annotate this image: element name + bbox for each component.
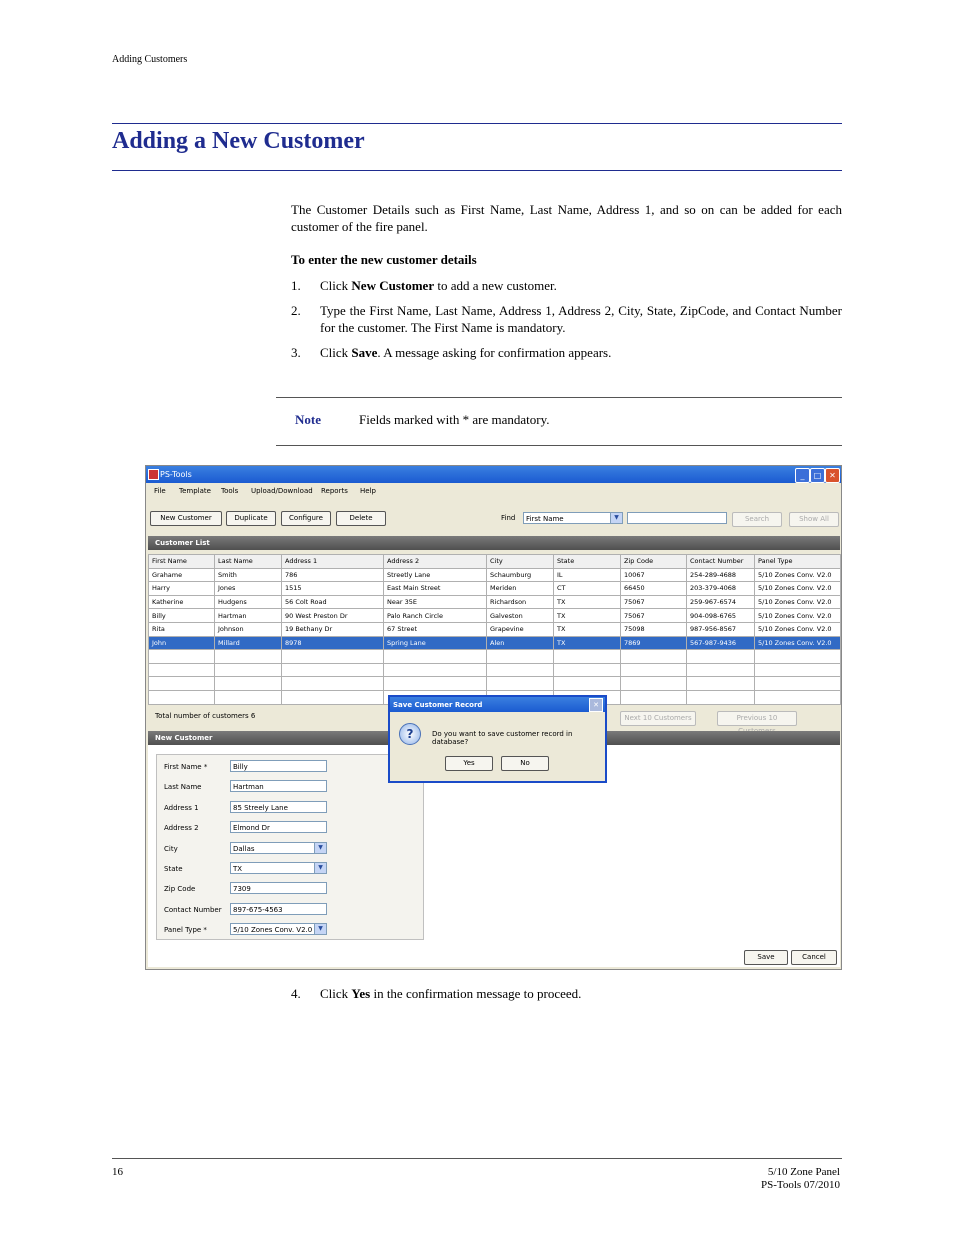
table-cell: Alen (487, 636, 554, 650)
form-label: State (164, 865, 183, 873)
table-cell: 987-956-8567 (687, 622, 755, 636)
yes-button[interactable]: Yes (445, 756, 493, 771)
question-icon: ? (399, 723, 421, 745)
form-value: Elmond Dr (233, 824, 270, 833)
table-cell (755, 650, 841, 664)
table-cell: 5/10 Zones Conv. V2.0 (755, 568, 841, 582)
table-cell: IL (554, 568, 621, 582)
table-cell: 8978 (282, 636, 384, 650)
form-input[interactable] (230, 801, 327, 813)
form-label: Address 2 (164, 824, 199, 833)
form-select[interactable] (230, 842, 327, 854)
duplicate-button[interactable]: Duplicate (226, 511, 276, 526)
table-cell (149, 677, 215, 691)
table-cell (621, 663, 687, 677)
form-value: Billy (233, 763, 248, 771)
save-button[interactable]: Save (744, 950, 788, 965)
table-cell: 567-987-9436 (687, 636, 755, 650)
table-row[interactable] (149, 609, 841, 623)
footer-product-name: 5/10 Zone Panel (767, 1166, 840, 1178)
table-cell (487, 677, 554, 691)
column-header[interactable]: Address 1 (282, 555, 384, 569)
table-cell: 1515 (282, 582, 384, 596)
column-header[interactable]: City (487, 555, 554, 569)
table-cell: 254-289-4688 (687, 568, 755, 582)
table-cell (687, 690, 755, 704)
table-cell: 259-967-6574 (687, 595, 755, 609)
chevron-down-icon[interactable]: ▼ (610, 513, 622, 523)
table-cell (687, 663, 755, 677)
table-cell: 90 West Preston Dr (282, 609, 384, 623)
table-cell (755, 690, 841, 704)
table-cell: 5/10 Zones Conv. V2.0 (755, 622, 841, 636)
customer-table (148, 554, 841, 705)
step-1 (291, 277, 842, 294)
table-cell: Galveston (487, 609, 554, 623)
table-cell: 67 Street (384, 622, 487, 636)
step-text: Click Save. A message asking for confirmation appears. (320, 345, 612, 360)
table-cell: John (149, 636, 215, 650)
column-header[interactable]: First Name (149, 555, 215, 569)
table-cell: Grapevine (487, 622, 554, 636)
footer-rule (112, 1158, 842, 1159)
table-cell (215, 650, 282, 664)
table-cell (384, 663, 487, 677)
show-all-button[interactable]: Show All (789, 512, 839, 527)
table-cell: East Main Street (384, 582, 487, 596)
empty-table-row[interactable] (149, 677, 841, 691)
table-row[interactable] (149, 568, 841, 582)
table-row[interactable] (149, 595, 841, 609)
table-cell: Spring Lane (384, 636, 487, 650)
close-icon[interactable]: ✕ (825, 468, 840, 483)
footer-product (761, 1166, 840, 1192)
next-10-customers-button[interactable]: Next 10 Customers (620, 711, 696, 726)
menu-help[interactable]: Help (360, 487, 376, 495)
table-cell: Jones (215, 582, 282, 596)
column-header[interactable]: Panel Type (755, 555, 841, 569)
table-cell: Richardson (487, 595, 554, 609)
form-label: Panel Type * (164, 926, 207, 935)
menu-template[interactable]: Template (179, 487, 211, 495)
table-cell: 75067 (621, 609, 687, 623)
find-field-select[interactable]: First Name ▼ (523, 512, 623, 524)
note-label: Note (295, 412, 321, 427)
table-cell (621, 677, 687, 691)
table-cell (554, 650, 621, 664)
maximize-icon[interactable]: □ (810, 468, 825, 483)
table-cell: Hudgens (215, 595, 282, 609)
save-confirmation-dialog (388, 695, 607, 783)
dialog-message: Do you want to save customer record in database? (432, 730, 573, 746)
table-cell: TX (554, 636, 621, 650)
table-header-row (149, 555, 841, 569)
table-cell (282, 663, 384, 677)
app-icon (148, 469, 159, 480)
form-label: Contact Number (164, 905, 222, 914)
chevron-down-icon[interactable]: ▼ (314, 843, 326, 853)
form-input[interactable] (230, 903, 327, 915)
table-cell (384, 677, 487, 691)
form-value: TX (233, 865, 243, 873)
page-number: 16 (112, 1166, 123, 1178)
table-cell (149, 650, 215, 664)
table-row[interactable] (149, 636, 841, 650)
step-text: Click Yes in the confirmation message to proceed. (320, 986, 582, 1001)
table-cell: 5/10 Zones Conv. V2.0 (755, 582, 841, 596)
table-cell (384, 650, 487, 664)
table-cell (621, 690, 687, 704)
table-cell: CT (554, 582, 621, 596)
no-button[interactable]: No (501, 756, 549, 771)
table-cell (487, 650, 554, 664)
step-3 (291, 344, 842, 361)
new-customer-button[interactable]: New Customer (150, 511, 222, 526)
form-label: Last Name (164, 783, 202, 792)
empty-table-row[interactable] (149, 663, 841, 677)
table-cell: Grahame (149, 568, 215, 582)
column-header[interactable]: Last Name (215, 555, 282, 569)
table-row[interactable] (149, 622, 841, 636)
title-rule-top (112, 123, 842, 124)
table-cell: Palo Ranch Circle (384, 609, 487, 623)
intro-paragraph: The Customer Details such as First Name, Last Name, Address 1, and so on can be added for each customer of the fire panel. (291, 202, 842, 234)
table-cell: Harry (149, 582, 215, 596)
table-cell (487, 663, 554, 677)
previous-10-customers-button[interactable]: Previous 10 (717, 711, 797, 726)
table-cell (282, 690, 384, 704)
search-button[interactable]: Search (732, 512, 782, 527)
table-row[interactable] (149, 582, 841, 596)
menu-reports[interactable]: Reports (321, 487, 348, 495)
find-label: Find (501, 514, 516, 522)
table-cell: 203-379-4068 (687, 582, 755, 596)
table-cell: Millard (215, 636, 282, 650)
step-2 (291, 302, 842, 336)
running-header: Adding Customers (112, 54, 188, 65)
table-cell: Schaumburg (487, 568, 554, 582)
table-cell: 5/10 Zones Conv. V2.0 (755, 595, 841, 609)
form-input[interactable] (230, 760, 327, 772)
form-value: 5/10 Zones Conv. V2.0 (233, 926, 313, 935)
table-cell (215, 690, 282, 704)
note-rule-bottom (276, 445, 842, 446)
form-select[interactable] (230, 862, 327, 874)
table-cell: TX (554, 595, 621, 609)
table-cell: Johnson (215, 622, 282, 636)
table-cell (149, 663, 215, 677)
column-header[interactable]: Address 2 (384, 555, 487, 569)
empty-table-row[interactable] (149, 650, 841, 664)
column-header[interactable]: Contact Number (687, 555, 755, 569)
new-customer-header: New Customer (148, 731, 840, 745)
form-select[interactable] (230, 923, 327, 935)
table-cell: 10067 (621, 568, 687, 582)
menu-file[interactable]: File (154, 487, 166, 495)
table-cell (755, 677, 841, 691)
step-number: 1. (291, 278, 301, 293)
delete-button[interactable]: Delete (336, 511, 386, 526)
table-cell (687, 677, 755, 691)
total-customers-label: Total number of customers 6 (155, 712, 256, 720)
step-text: Click New Customer to add a new customer. (320, 278, 557, 293)
find-input[interactable] (627, 512, 727, 524)
window-titlebar (146, 466, 841, 483)
table-cell: Katherine (149, 595, 215, 609)
customer-list-header: Customer List (148, 536, 840, 550)
table-cell: 5/10 Zones Conv. V2.0 (755, 609, 841, 623)
form-label: City (164, 844, 178, 853)
step-4 (291, 985, 842, 1002)
form-input[interactable] (230, 821, 327, 833)
cancel-button[interactable]: Cancel (791, 950, 837, 965)
step-text: Type the First Name, Last Name, Address 1, Address 2, City, State, ZipCode, and Contact Number for the customer. The First Name is mandatory. (320, 303, 842, 335)
table-cell (282, 650, 384, 664)
table-cell: Hartman (215, 609, 282, 623)
table-cell: 5/10 Zones Conv. V2.0 (755, 636, 841, 650)
title-rule-bottom (112, 170, 842, 171)
table-cell (554, 663, 621, 677)
table-cell: Meriden (487, 582, 554, 596)
table-cell (687, 650, 755, 664)
table-cell (149, 690, 215, 704)
step-number: 3. (291, 345, 301, 360)
column-header[interactable]: Zip Code (621, 555, 687, 569)
form-label: Address 1 (164, 803, 199, 812)
menu-upload-download[interactable]: Upload/Download (251, 487, 313, 495)
table-cell: 56 Colt Road (282, 595, 384, 609)
column-header[interactable]: State (554, 555, 621, 569)
form-input[interactable] (230, 780, 327, 792)
table-cell: 66450 (621, 582, 687, 596)
dialog-close-icon[interactable]: ✕ (589, 698, 603, 712)
table-cell: Smith (215, 568, 282, 582)
footer-product-version: PS-Tools 07/2010 (761, 1179, 840, 1191)
note-text: Fields marked with * are mandatory. (359, 412, 550, 427)
table-cell (755, 663, 841, 677)
table-cell: 7869 (621, 636, 687, 650)
page-title: Adding a New Customer (112, 128, 365, 154)
procedure-heading: To enter the new customer details (291, 252, 477, 267)
table-cell: TX (554, 622, 621, 636)
table-cell: Rita (149, 622, 215, 636)
form-label: First Name * (164, 763, 208, 771)
dialog-titlebar: Save Customer Record (390, 697, 605, 712)
step-number: 4. (291, 986, 301, 1001)
table-cell (554, 677, 621, 691)
minimize-icon[interactable]: _ (795, 468, 810, 483)
configure-button[interactable]: Configure (281, 511, 331, 526)
menu-tools[interactable]: Tools (221, 487, 239, 495)
window-title: PS-Tools (160, 470, 192, 479)
table-cell (215, 677, 282, 691)
form-value: Hartman (233, 783, 264, 792)
form-input[interactable] (230, 882, 327, 894)
table-cell (282, 677, 384, 691)
chevron-down-icon[interactable]: ▼ (314, 924, 326, 934)
table-cell: Near 35E (384, 595, 487, 609)
table-cell: TX (554, 609, 621, 623)
table-cell: Streetly Lane (384, 568, 487, 582)
form-value: Dallas (233, 844, 255, 853)
chevron-down-icon[interactable]: ▼ (314, 863, 326, 873)
form-value: 7309 (233, 885, 251, 894)
table-cell: 75098 (621, 622, 687, 636)
step-number: 2. (291, 303, 301, 318)
menu-bar (146, 484, 841, 498)
note-rule-top (276, 397, 842, 398)
table-cell (621, 650, 687, 664)
table-cell: 75067 (621, 595, 687, 609)
form-value: 897-675-4563 (233, 905, 283, 914)
table-cell (215, 663, 282, 677)
table-cell: 904-098-6765 (687, 609, 755, 623)
table-cell: 786 (282, 568, 384, 582)
form-label: Zip Code (164, 885, 196, 894)
ps-tools-screenshot (145, 465, 842, 970)
table-cell: Billy (149, 609, 215, 623)
form-value: 85 Streely Lane (233, 803, 288, 812)
table-cell: 19 Bethany Dr (282, 622, 384, 636)
